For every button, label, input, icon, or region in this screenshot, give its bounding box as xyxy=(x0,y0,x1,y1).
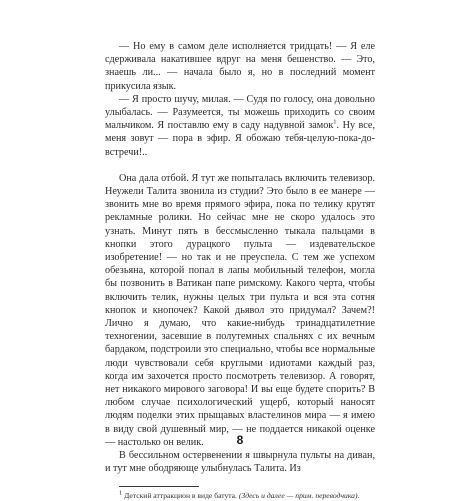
narrative-paragraph-1: Она дала отбой. Я тут же попыталась включить телевизор. Неужели Талита звонила из студии? Это было в ее манере — звонить мне во время прямого эфира, пока по телику крутят рекламные ролики. Но сейчас мне не скоро удалось это узнать. Минут пять в бессмысленно тыкала пальцами в кнопки этого дурацкого пульта — издевательское изобретение! — но так и не преуспела. С тем же успехом обезьяна, которой попал в лапы мобильный телефон, могла бы позвонить в Ватикан папе римскому. Какого черта, чтобы включить телик, нужны целых три пульта и вся эта сотня кнопок и кнопочек? Какой дьявол это придумал? Зачем?! Лично я думаю, что какие-нибудь тринадцатилетние техногении, засевшие в полутемных спальнях с их вечным бардаком, подстроили это специально, чтобы все нормальные люди чувствовали себя круглыми идиотами каждый раз, когда им захочется просто посмотреть телевизор. А говорят, нет никакого мирового заговора! И вы еще будете спорить? В любом случае психологический ущерб, который наносят людям поделки этих прыщавых властелинов мира — я имею в виду свой душевный мир, — не поддается никакой оценке — настолько он велик. xyxy=(105,172,375,448)
dialogue-paragraph-2 xyxy=(105,93,375,159)
footnote-reference: 1 xyxy=(333,118,337,126)
dialogue-paragraph-1: — Но ему в самом деле исполняется тридцать! — Я еле сдерживала накатившее вдруг на меня бешенство. — Это, знаешь ли... — начала было я, но в последний момент прикусила язык. xyxy=(105,41,375,92)
narrative-paragraph-2: В бессильном остервенении я швырнула пульты на диван, и тут мне ободряюще улыбнулась Талита. Из xyxy=(105,450,375,475)
footnote xyxy=(105,488,375,501)
section-break xyxy=(105,159,375,172)
dialogue-text-continued: . Ну все, меня зовут — пора в эфир. Я обожаю тебя-целую-пока-до-встречи!.. xyxy=(105,120,375,158)
page-number: 8 xyxy=(236,433,244,447)
footnote-divider xyxy=(119,486,199,487)
dialogue-text: — Я просто шучу, милая. — Судя по голосу, она довольно улыбалась. — Разумеется, ты можешь приходить со своим мальчиком. Я поставлю ему в саду надувной замок xyxy=(105,93,375,132)
book-page xyxy=(105,40,375,500)
footnote-marker: 1 xyxy=(119,488,123,496)
footnote-text: Детский аттракцион в виде батута. xyxy=(122,490,239,500)
footnote-note: (Здесь и далее — прим. переводчика). xyxy=(238,490,360,500)
